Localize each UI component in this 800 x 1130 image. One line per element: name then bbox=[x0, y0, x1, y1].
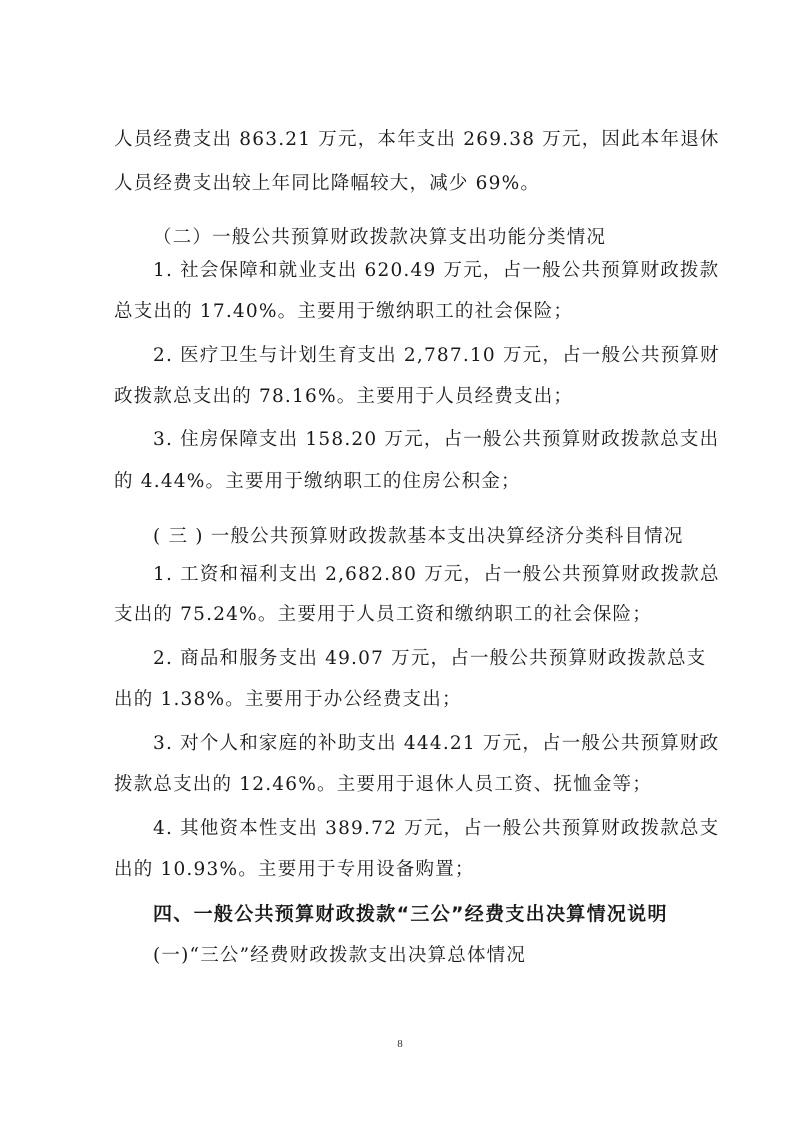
paragraph-line: 政拨款总支出的 78.16%。主要用于人员经费支出； bbox=[114, 386, 574, 407]
paragraph-line: 1. 社会保障和就业支出 620.49 万元，占一般公共预算财政拨款 bbox=[153, 260, 720, 281]
paragraph-line: 2. 商品和服务支出 49.07 万元，占一般公共预算财政拨款总支 bbox=[153, 648, 707, 669]
section-heading: ( 三 ) 一般公共预算财政拨款基本支出决算经济分类科目情况 bbox=[153, 526, 684, 547]
paragraph-line: 支出的 75.24%。主要用于人员工资和缴纳职工的社会保险； bbox=[114, 604, 652, 625]
paragraph-line: 总支出的 17.40%。主要用于缴纳职工的社会保险； bbox=[114, 301, 574, 322]
paragraph-line: 2. 医疗卫生与计划生育支出 2,787.10 万元，占一般公共预算财 bbox=[153, 345, 720, 366]
page-number: 8 bbox=[397, 1038, 403, 1050]
paragraph-line: 3. 住房保障支出 158.20 万元，占一般公共预算财政拨款总支出 bbox=[153, 429, 720, 450]
paragraph-line: 1. 工资和福利支出 2,682.80 万元，占一般公共预算财政拨款总 bbox=[153, 564, 720, 585]
section-heading-bold: 四、一般公共预算财政拨款“三公”经费支出决算情况说明 bbox=[153, 903, 668, 925]
paragraph-line: 4. 其他资本性支出 389.72 万元，占一般公共预算财政拨款总支 bbox=[153, 818, 720, 839]
paragraph-line: 出的 10.93%。主要用于专用设备购置； bbox=[114, 859, 475, 880]
paragraph-line: 3. 对个人和家庭的补助支出 444.21 万元，占一般公共预算财政 bbox=[153, 733, 720, 754]
section-heading: （二）一般公共预算财政拨款决算支出功能分类情况 bbox=[153, 227, 607, 248]
paragraph-line: 出的 1.38%。主要用于办公经费支出； bbox=[114, 689, 462, 710]
subsection-heading: (一)“三公”经费财政拨款支出决算总体情况 bbox=[153, 945, 527, 966]
paragraph-line: 的 4.44%。主要用于缴纳职工的住房公积金； bbox=[114, 471, 521, 492]
paragraph-line: 拨款总支出的 12.46%。主要用于退休人员工资、抚恤金等； bbox=[114, 774, 652, 795]
paragraph-line: 人员经费支出 863.21 万元，本年支出 269.38 万元，因此本年退休 bbox=[114, 129, 720, 150]
paragraph-line: 人员经费支出较上年同比降幅较大，减少 69%。 bbox=[114, 173, 541, 194]
